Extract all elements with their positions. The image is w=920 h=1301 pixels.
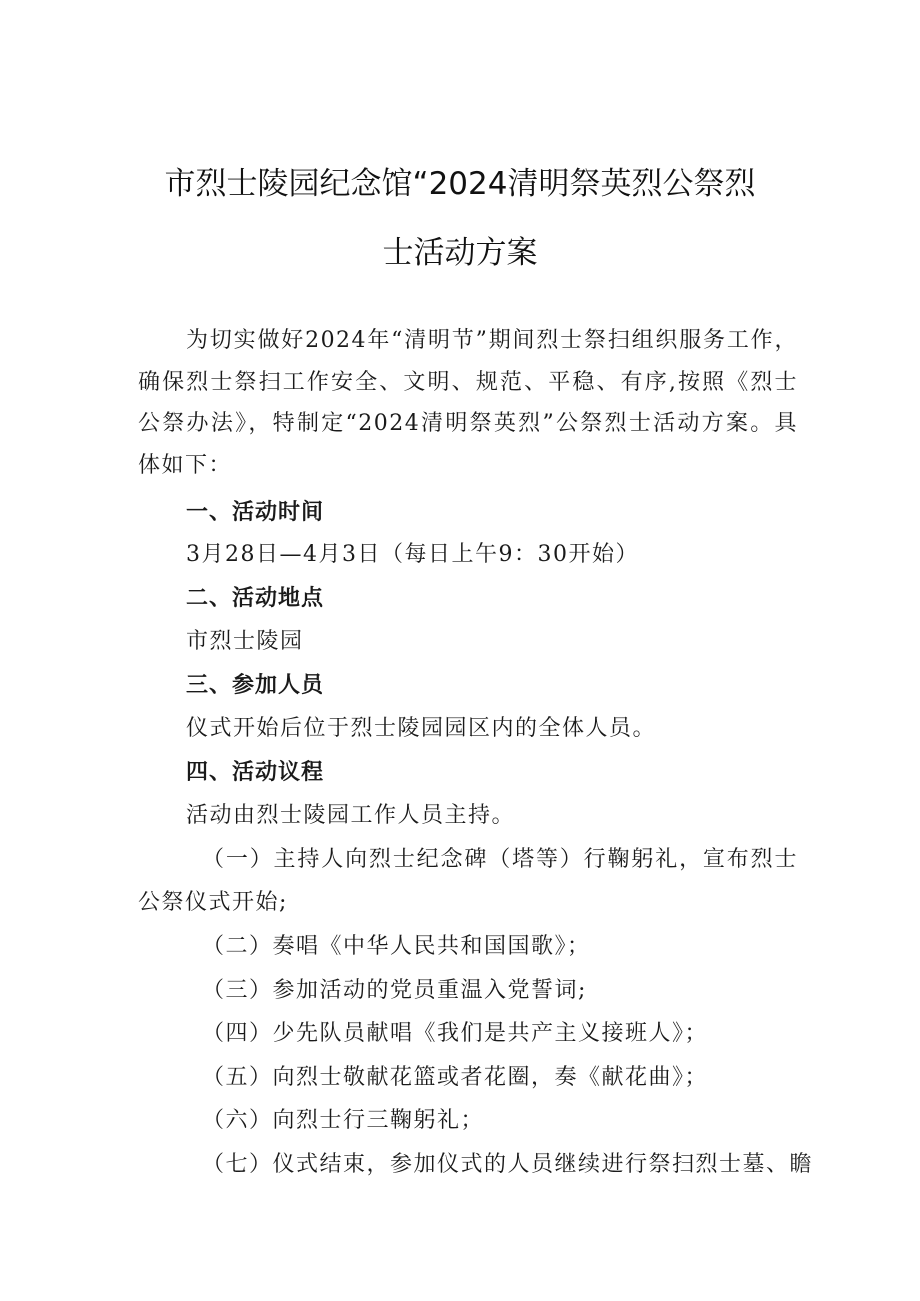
section-content-place: 市烈士陵园: [186, 629, 304, 654]
agenda-item-5: （五）向烈士敬献花篮或者花圈，奏《献花曲》；: [202, 1065, 709, 1090]
agenda-item-6: （六）向烈士行三鞠躬礼；: [202, 1108, 485, 1133]
agenda-item-1: （一）主持人向烈士纪念碑（塔等）行鞠躬礼，宣布烈士公祭仪式开始;: [138, 847, 798, 915]
agenda-item-7: （七）仪式结束，参加仪式的人员继续进行祭扫烈士墓、瞻: [202, 1152, 814, 1177]
section-heading-agenda: 四、活动议程: [186, 760, 325, 785]
document-title-line-1: 市烈士陵园纪念馆“2024清明祭英烈公祭烈: [164, 166, 756, 202]
section-content-participants: 仪式开始后位于烈士陵园园区内的全体人员。: [186, 716, 657, 741]
section-heading-participants: 三、参加人员: [186, 673, 325, 698]
agenda-item-3: （三）参加活动的党员重温入党誓词;: [202, 978, 587, 1003]
section-heading-time: 一、活动时间: [186, 500, 325, 525]
agenda-item-4: （四）少先队员献唱《我们是共产主义接班人》；: [202, 1021, 709, 1046]
agenda-item-2: （二）奏唱《中华人民共和国国歌》；: [202, 934, 591, 959]
section-heading-place: 二、活动地点: [186, 586, 325, 611]
section-content-agenda: 活动由烈士陵园工作人员主持。: [186, 803, 516, 828]
section-content-time: 3月28日—4月3日（每日上午9：30开始）: [186, 542, 639, 567]
document-title-line-2: 士活动方案: [382, 235, 538, 271]
intro-paragraph: 为切实做好2024年“清明节”期间烈士祭扫组织服务工作，确保烈士祭扫工作安全、文明、规范、平稳、有序,按照《烈士公祭办法》，特制定“2024清明祭英烈”公祭烈士活动方案。具体如下：: [138, 328, 798, 478]
